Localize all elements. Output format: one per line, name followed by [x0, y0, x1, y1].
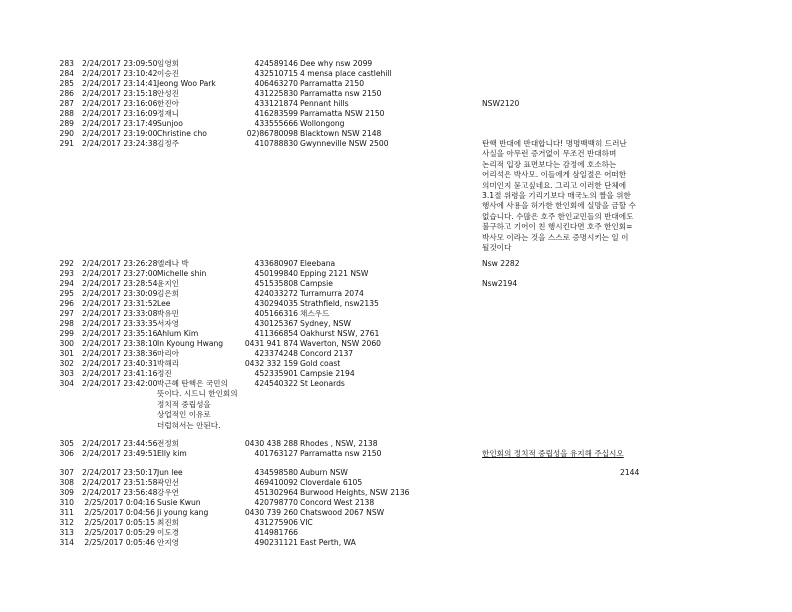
timestamp-cell: 2/24/2017 23:16:09 — [82, 109, 158, 118]
name-cell: 박유민 — [157, 309, 180, 318]
phone-cell: 0430 438 288 — [244, 439, 298, 448]
name-cell: Ji young kang — [157, 508, 209, 517]
note-cell: 탄핵 반대에 반대합니다! 명명백백히 드러난 사실을 아무런 증거없이 무조건 반대하며 논리적 입장 표면보다는 감정에 호소하는 어리석은 박사모. 이들에게 삼일절은 어떠한 의미인지 묻고싶네요. 그리고 이러한 단체에 3.1절 위령을 기리기보다 매국노의 짤을 위한 행사에 사용을 허가한 한인회에 실망을 금할 수 없습니다. 수많은 호주 한인교민들의 반대에도 불구하고 기어이 친 행시킨다면 호주 한인회=박사모 이라는 것을 스스로 증명시키는 일 이 될것이다 — [482, 139, 636, 253]
table-row — [0, 508, 792, 518]
address-cell: Strathfield, nsw2135 — [300, 299, 379, 308]
name-cell: 서자영 — [157, 319, 180, 328]
address-cell: Epping 2121 NSW — [300, 269, 369, 278]
timestamp-cell: 2/25/2017 0:05:29 — [84, 528, 155, 537]
row-number: 297 — [59, 309, 74, 318]
address-cell: Sydney, NSW — [300, 319, 351, 328]
phone-cell: 433680907 — [254, 259, 298, 268]
table-row — [0, 528, 792, 538]
phone-cell: 431275906 — [254, 518, 298, 527]
table-row — [0, 139, 792, 253]
row-number: 312 — [59, 518, 74, 527]
timestamp-cell: 2/24/2017 23:35:16 — [82, 329, 158, 338]
name-cell: 정재니 — [157, 109, 180, 118]
timestamp-cell: 2/24/2017 23:44:56 — [82, 439, 158, 448]
table-row — [0, 259, 792, 269]
timestamp-cell: 2/24/2017 23:49:51 — [82, 449, 158, 458]
phone-cell: 434598580 — [254, 468, 298, 477]
address-cell: Eleebana — [300, 259, 336, 268]
name-cell: Michelle shin — [157, 269, 207, 278]
timestamp-cell: 2/25/2017 0:04:16 — [84, 498, 155, 507]
name-cell: Susie Kwun — [157, 498, 201, 507]
row-number: 301 — [59, 349, 74, 358]
phone-cell: 431225830 — [254, 89, 298, 98]
name-cell: 김은희 — [157, 289, 180, 298]
row-number: 296 — [59, 299, 74, 308]
table-row — [0, 59, 792, 69]
name-cell: 박근혜 탄핵은 국민의 뜻이다. 시드니 한인회의 정치적 중립성을 상업적인 이유로 더럽혀서는 안된다. — [157, 379, 238, 430]
address-cell: Dee why nsw 2099 — [300, 59, 373, 68]
table-row — [0, 339, 792, 349]
timestamp-cell: 2/25/2017 0:04:56 — [84, 508, 155, 517]
extra-cell: 2144 — [620, 468, 640, 477]
phone-cell: 423374248 — [254, 349, 298, 358]
address-cell: Parramatta nsw 2150 — [300, 449, 382, 458]
table-row — [0, 468, 792, 478]
timestamp-cell: 2/24/2017 23:41:16 — [82, 369, 158, 378]
name-cell: 강우연 — [157, 488, 180, 497]
phone-cell: 02)86780098 — [246, 129, 298, 138]
phone-cell: 0432 332 159 — [244, 359, 298, 368]
address-cell: Parramatta 2150 — [300, 79, 365, 88]
address-cell: VIC — [300, 518, 313, 527]
name-cell: Jeong Woo Park — [157, 79, 216, 88]
timestamp-cell: 2/24/2017 23:24:38 — [82, 139, 158, 148]
address-cell: Burwood Heights, NSW 2136 — [300, 488, 410, 497]
timestamp-cell: 2/24/2017 23:17:49 — [82, 119, 158, 128]
address-cell: Chatswood 2067 NSW — [300, 508, 385, 517]
table-row — [0, 119, 792, 129]
address-cell: Auburn NSW — [300, 468, 348, 477]
address-cell: Cloverdale 6105 — [300, 478, 363, 487]
table-row — [0, 449, 792, 459]
table-row — [0, 89, 792, 99]
timestamp-cell: 2/24/2017 23:40:31 — [82, 359, 158, 368]
phone-cell: 490231121 — [254, 538, 298, 547]
name-cell: Sunjoo — [157, 119, 183, 128]
name-cell: 안성진 — [157, 89, 180, 98]
address-cell: 4 mensa place castlehill — [300, 69, 392, 78]
table-row — [0, 349, 792, 359]
table-row — [0, 359, 792, 369]
row-number: 308 — [59, 478, 74, 487]
name-cell: 박해리 — [157, 359, 180, 368]
timestamp-cell: 2/24/2017 23:27:00 — [82, 269, 158, 278]
row-number: 295 — [59, 289, 74, 298]
address-cell: Parramatta NSW 2150 — [300, 109, 385, 118]
row-number: 311 — [59, 508, 74, 517]
address-cell: Oakhurst NSW, 2761 — [300, 329, 380, 338]
row-number: 286 — [59, 89, 74, 98]
phone-cell: 451535808 — [254, 279, 298, 288]
row-number: 309 — [59, 488, 74, 497]
name-cell: 엘레나 박 — [157, 259, 189, 268]
timestamp-cell: 2/24/2017 23:15:18 — [82, 89, 158, 98]
table-row — [0, 439, 792, 449]
timestamp-cell: 2/24/2017 23:51:58 — [82, 478, 158, 487]
timestamp-cell: 2/25/2017 0:05:15 — [84, 518, 155, 527]
table-row — [0, 99, 792, 109]
name-cell: In Kyoung Hwang — [157, 339, 224, 348]
name-cell: 한진아 — [157, 99, 180, 108]
row-number: 292 — [59, 259, 74, 268]
timestamp-cell: 2/24/2017 23:30:09 — [82, 289, 158, 298]
timestamp-cell: 2/24/2017 23:38:10 — [82, 339, 158, 348]
table-row — [0, 269, 792, 279]
name-cell: Christine cho — [157, 129, 207, 138]
row-number: 307 — [59, 468, 74, 477]
address-cell: Turramurra 2074 — [300, 289, 364, 298]
table-row — [0, 498, 792, 508]
address-cell: East Perth, WA — [300, 538, 356, 547]
table-row — [0, 129, 792, 139]
name-cell: Ahlum Kim — [157, 329, 199, 338]
phone-cell: 424589146 — [254, 59, 298, 68]
address-cell: 채스우드 — [300, 309, 330, 318]
row-number: 294 — [59, 279, 74, 288]
phone-cell: 401763127 — [254, 449, 298, 458]
name-cell: 김정주 — [157, 139, 180, 148]
row-number: 289 — [59, 119, 74, 128]
row-number: 305 — [59, 439, 74, 448]
phone-cell: 0431 941 874 — [244, 339, 298, 348]
phone-cell: 450199840 — [254, 269, 298, 278]
phone-cell: 424033272 — [254, 289, 298, 298]
address-cell: Campsie 2194 — [300, 369, 355, 378]
name-cell: 이승진 — [157, 69, 180, 78]
table-row — [0, 279, 792, 289]
timestamp-cell: 2/24/2017 23:10:42 — [82, 69, 158, 78]
address-cell: St Leonards — [300, 379, 345, 388]
timestamp-cell: 2/24/2017 23:42:00 — [82, 379, 158, 388]
phone-cell: 424540322 — [254, 379, 298, 388]
timestamp-cell: 2/24/2017 23:26:28 — [82, 259, 158, 268]
phone-cell: 410788830 — [254, 139, 298, 148]
note-cell: Nsw 2282 — [482, 259, 520, 268]
table-row — [0, 69, 792, 79]
timestamp-cell: 2/24/2017 23:19:00 — [82, 129, 158, 138]
name-cell: 곽민선 — [157, 478, 180, 487]
timestamp-cell: 2/25/2017 0:05:46 — [84, 538, 155, 547]
row-number: 283 — [59, 59, 74, 68]
address-cell: Gwynneville NSW 2500 — [300, 139, 389, 148]
note-cell: Nsw2194 — [482, 279, 518, 288]
row-number: 293 — [59, 269, 74, 278]
address-cell: Pennant hills — [300, 99, 349, 108]
phone-cell: 406463270 — [254, 79, 298, 88]
address-cell: Gold coast — [300, 359, 341, 368]
address-cell: Concord 2137 — [300, 349, 354, 358]
timestamp-cell: 2/24/2017 23:14:41 — [82, 79, 158, 88]
phone-cell: 411366854 — [254, 329, 298, 338]
phone-cell: 420798770 — [254, 498, 298, 507]
phone-cell: 430294035 — [254, 299, 298, 308]
row-number: 302 — [59, 359, 74, 368]
table-row — [0, 109, 792, 119]
note-cell: NSW2120 — [482, 99, 520, 108]
name-cell: 전정희 — [157, 439, 180, 448]
row-number: 298 — [59, 319, 74, 328]
timestamp-cell: 2/24/2017 23:31:52 — [82, 299, 158, 308]
row-number: 304 — [59, 379, 74, 388]
table-row — [0, 79, 792, 89]
timestamp-cell: 2/24/2017 23:56:48 — [82, 488, 158, 497]
note-cell: 한인회의 정치적 중립성을 유지해 주십시오 — [482, 449, 624, 458]
row-number: 291 — [59, 139, 74, 148]
name-cell: Jun lee — [157, 468, 183, 477]
row-number: 290 — [59, 129, 74, 138]
phone-cell: 432510715 — [254, 69, 298, 78]
phone-cell: 433121874 — [254, 99, 298, 108]
phone-cell: 414981766 — [254, 528, 298, 537]
name-cell: 마리아 — [157, 349, 180, 358]
phone-cell: 452335901 — [254, 369, 298, 378]
address-cell: Campsie — [300, 279, 333, 288]
name-cell: 이도경 — [157, 528, 180, 537]
name-cell: 윤지인 — [157, 279, 180, 288]
address-cell: Wollongong — [300, 119, 345, 128]
phone-cell: 416283599 — [254, 109, 298, 118]
timestamp-cell: 2/24/2017 23:33:35 — [82, 319, 158, 328]
phone-cell: 0430 739 260 — [244, 508, 298, 517]
timestamp-cell: 2/24/2017 23:33:08 — [82, 309, 158, 318]
row-number: 288 — [59, 109, 74, 118]
phone-cell: 405166316 — [254, 309, 298, 318]
phone-cell: 433555666 — [254, 119, 298, 128]
row-number: 299 — [59, 329, 74, 338]
row-number: 285 — [59, 79, 74, 88]
table-row — [0, 299, 792, 309]
phone-cell: 469410092 — [254, 478, 298, 487]
table-row — [0, 329, 792, 339]
timestamp-cell: 2/24/2017 23:50:17 — [82, 468, 158, 477]
name-cell: 정진 — [157, 369, 172, 378]
address-cell: Parramatta nsw 2150 — [300, 89, 382, 98]
row-number: 310 — [59, 498, 74, 507]
address-cell: Concord West 2138 — [300, 498, 375, 507]
table-row — [0, 289, 792, 299]
row-number: 300 — [59, 339, 74, 348]
name-cell: 최진희 — [157, 518, 180, 527]
timestamp-cell: 2/24/2017 23:09:50 — [82, 59, 158, 68]
timestamp-cell: 2/24/2017 23:16:06 — [82, 99, 158, 108]
address-cell: Blacktown NSW 2148 — [300, 129, 382, 138]
phone-cell: 451302964 — [254, 488, 298, 497]
table-row — [0, 478, 792, 488]
row-number: 306 — [59, 449, 74, 458]
name-cell: 안지영 — [157, 538, 180, 547]
name-cell: 임영희 — [157, 59, 180, 68]
table-row — [0, 488, 792, 498]
row-number: 287 — [59, 99, 74, 108]
row-number: 303 — [59, 369, 74, 378]
address-cell: Waverton, NSW 2060 — [300, 339, 381, 348]
row-number: 314 — [59, 538, 74, 547]
table-row — [0, 379, 792, 430]
timestamp-cell: 2/24/2017 23:28:54 — [82, 279, 158, 288]
timestamp-cell: 2/24/2017 23:38:36 — [82, 349, 158, 358]
address-cell: Rhodes , NSW, 2138 — [300, 439, 378, 448]
name-cell: Lee — [157, 299, 171, 308]
table-row — [0, 309, 792, 319]
table-row — [0, 518, 792, 528]
row-number: 284 — [59, 69, 74, 78]
table-row — [0, 538, 792, 548]
name-cell: Elly kim — [157, 449, 187, 458]
phone-cell: 430125367 — [254, 319, 298, 328]
table-row — [0, 319, 792, 329]
row-number: 313 — [59, 528, 74, 537]
table-row — [0, 369, 792, 379]
